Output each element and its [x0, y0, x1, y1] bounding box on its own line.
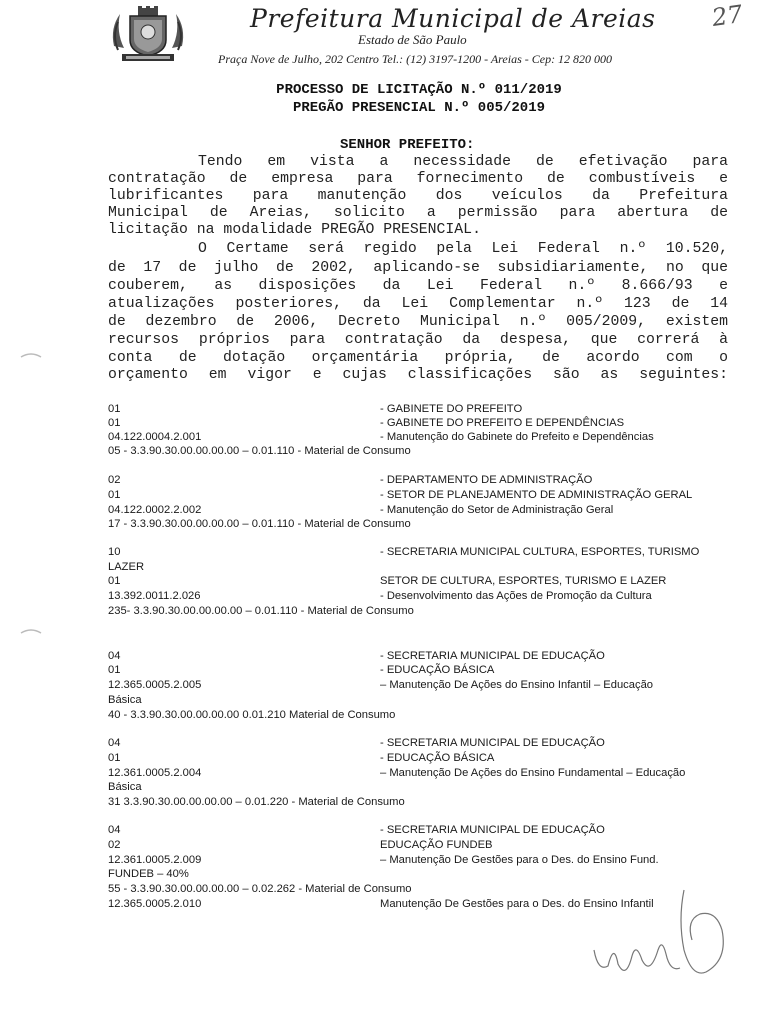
budget-row [108, 503, 738, 518]
budget-description: - GABINETE DO PREFEITO [380, 403, 523, 415]
budget-code: 04.122.0004.2.001 [108, 431, 202, 443]
budget-code: 31 3.3.90.30.00.00.00.00 – 0.01.220 - Material de Consumo [108, 796, 405, 808]
body-line: couberem, as disposições da Lei Federal n.º 8.666/93 e [108, 278, 728, 294]
budget-code: 235- 3.3.90.30.00.00.00.00 – 0.01.110 - Material de Consumo [108, 605, 414, 617]
budget-description: EDUCAÇÃO FUNDEB [380, 839, 493, 851]
budget-row [108, 402, 738, 417]
salutation: SENHOR PREFEITO: [340, 137, 475, 153]
budget-description: - SECRETARIA MUNICIPAL DE EDUCAÇÃO [380, 824, 605, 836]
budget-row [108, 545, 738, 560]
body-line: O Certame será regido pela Lei Federal n.º 10.520, [198, 241, 728, 257]
handwritten-page-number: 27 [710, 0, 745, 32]
body-line: de 17 de julho de 2002, aplicando-se subsidiariamente, no que [108, 260, 728, 276]
body-line: de dezembro de 2006, Decreto Municipal n.º 005/2009, existem [108, 314, 728, 330]
budget-row [108, 604, 738, 619]
body-line: Municipal de Areias, solicito a permissão para abertura de [108, 205, 728, 221]
budget-row [108, 838, 738, 853]
budget-row [108, 693, 738, 708]
header-state: Estado de São Paulo [358, 32, 467, 47]
header-title: Prefeitura Municipal de Areias [250, 4, 656, 33]
budget-description: – Manutenção De Ações do Ensino Fundamental – Educação [380, 767, 686, 779]
budget-description: – Manutenção De Gestões para o Des. do Ensino Fund. [380, 854, 659, 866]
budget-code: 04 [108, 737, 121, 749]
budget-code: Básica [108, 781, 142, 793]
budget-code: 12.365.0005.2.010 [108, 898, 202, 910]
budget-code: 01 [108, 752, 121, 764]
budget-code: 12.361.0005.2.004 [108, 767, 202, 779]
budget-code: 04.122.0002.2.002 [108, 504, 202, 516]
body-line: Tendo em vista a necessidade de efetivação para [198, 154, 728, 170]
budget-row [108, 560, 738, 575]
budget-description: - GABINETE DO PREFEITO E DEPENDÊNCIAS [380, 417, 625, 429]
body-line: contratação de empresa para fornecimento de combustíveis e [108, 171, 728, 187]
budget-code: Básica [108, 694, 142, 706]
budget-code: 02 [108, 839, 121, 851]
body-line: orçamento em vigor e cujas classificações são as seguintes: [108, 367, 728, 383]
budget-description: - DEPARTAMENTO DE ADMINISTRAÇÃO [380, 474, 593, 486]
budget-row [108, 430, 738, 445]
budget-code: 40 - 3.3.90.30.00.00.00.00 0.01.210 Material de Consumo [108, 709, 396, 721]
budget-description: - SETOR DE PLANEJAMENTO DE ADMINISTRAÇÃO GERAL [380, 489, 693, 501]
budget-description: - EDUCAÇÃO BÁSICA [380, 752, 495, 764]
budget-code: 17 - 3.3.90.30.00.00.00.00 – 0.01.110 - Material de Consumo [108, 518, 411, 530]
budget-description: - Manutenção do Setor de Administração Geral [380, 504, 614, 516]
process-number: PROCESSO DE LICITAÇÃO N.º 011/2019 [276, 82, 562, 98]
budget-code: FUNDEB – 40% [108, 868, 189, 880]
budget-code: 12.361.0005.2.009 [108, 854, 202, 866]
budget-code: 01 [108, 489, 121, 501]
budget-code: 01 [108, 403, 121, 415]
budget-row [108, 766, 738, 781]
budget-code: 55 - 3.3.90.30.00.00.00.00 – 0.02.262 - Material de Consumo [108, 883, 412, 895]
budget-row [108, 444, 738, 459]
budget-row [108, 517, 738, 532]
budget-code: 12.365.0005.2.005 [108, 679, 202, 691]
budget-code: 01 [108, 664, 121, 676]
body-line: atualizações posteriores, da Lei Complementar n.º 123 de 14 [108, 296, 728, 312]
punch-mark-icon [20, 352, 42, 358]
body-line: licitação na modalidade PREGÃO PRESENCIAL. [108, 222, 481, 238]
budget-description: - SECRETARIA MUNICIPAL DE EDUCAÇÃO [380, 737, 605, 749]
budget-row [108, 663, 738, 678]
budget-row [108, 853, 738, 868]
budget-row [108, 678, 738, 693]
budget-description: - Desenvolvimento das Ações de Promoção da Cultura [380, 590, 652, 602]
budget-code: 02 [108, 474, 121, 486]
budget-code: 04 [108, 650, 121, 662]
budget-code: 01 [108, 575, 121, 587]
budget-row [108, 780, 738, 795]
budget-code: 13.392.0011.2.026 [108, 590, 201, 602]
budget-row [108, 795, 738, 810]
budget-description: - SECRETARIA MUNICIPAL DE EDUCAÇÃO [380, 650, 605, 662]
municipal-crest-icon [108, 6, 188, 64]
punch-mark-icon [20, 628, 42, 634]
budget-row [108, 751, 738, 766]
budget-description: - Manutenção do Gabinete do Prefeito e Dependências [380, 431, 654, 443]
budget-row [108, 823, 738, 838]
budget-description: Manutenção De Gestões para o Des. do Ensino Infantil [380, 898, 654, 910]
budget-description: - SECRETARIA MUNICIPAL CULTURA, ESPORTES, TURISMO [380, 546, 700, 558]
header-address: Praça Nove de Julho, 202 Centro Tel.: (12) 3197-1200 - Areias - Cep: 12 820 000 [218, 52, 613, 66]
body-line: conta de dotação orçamentária própria, de acordo com o [108, 350, 728, 366]
budget-row [108, 574, 738, 589]
budget-row [108, 589, 738, 604]
budget-description: – Manutenção De Ações do Ensino Infantil – Educação [380, 679, 654, 691]
budget-code: 10 [108, 546, 121, 558]
body-line: lubrificantes para manutenção dos veículos da Prefeitura [108, 188, 728, 204]
budget-description: - EDUCAÇÃO BÁSICA [380, 664, 495, 676]
signature-icon [588, 880, 748, 990]
budget-code: 04 [108, 824, 121, 836]
budget-code: LAZER [108, 561, 145, 573]
budget-row [108, 649, 738, 664]
budget-row [108, 708, 738, 723]
pregao-number: PREGÃO PRESENCIAL N.º 005/2019 [292, 100, 546, 116]
budget-row [108, 736, 738, 751]
budget-code: 05 - 3.3.90.30.00.00.00.00 – 0.01.110 - Material de Consumo [108, 445, 411, 457]
budget-row [108, 488, 738, 503]
body-line: recursos próprios para contratação da despesa, que correrá à [108, 332, 728, 348]
budget-code: 01 [108, 417, 121, 429]
budget-row [108, 473, 738, 488]
budget-row [108, 416, 738, 431]
budget-description: SETOR DE CULTURA, ESPORTES, TURISMO E LAZER [380, 575, 667, 587]
